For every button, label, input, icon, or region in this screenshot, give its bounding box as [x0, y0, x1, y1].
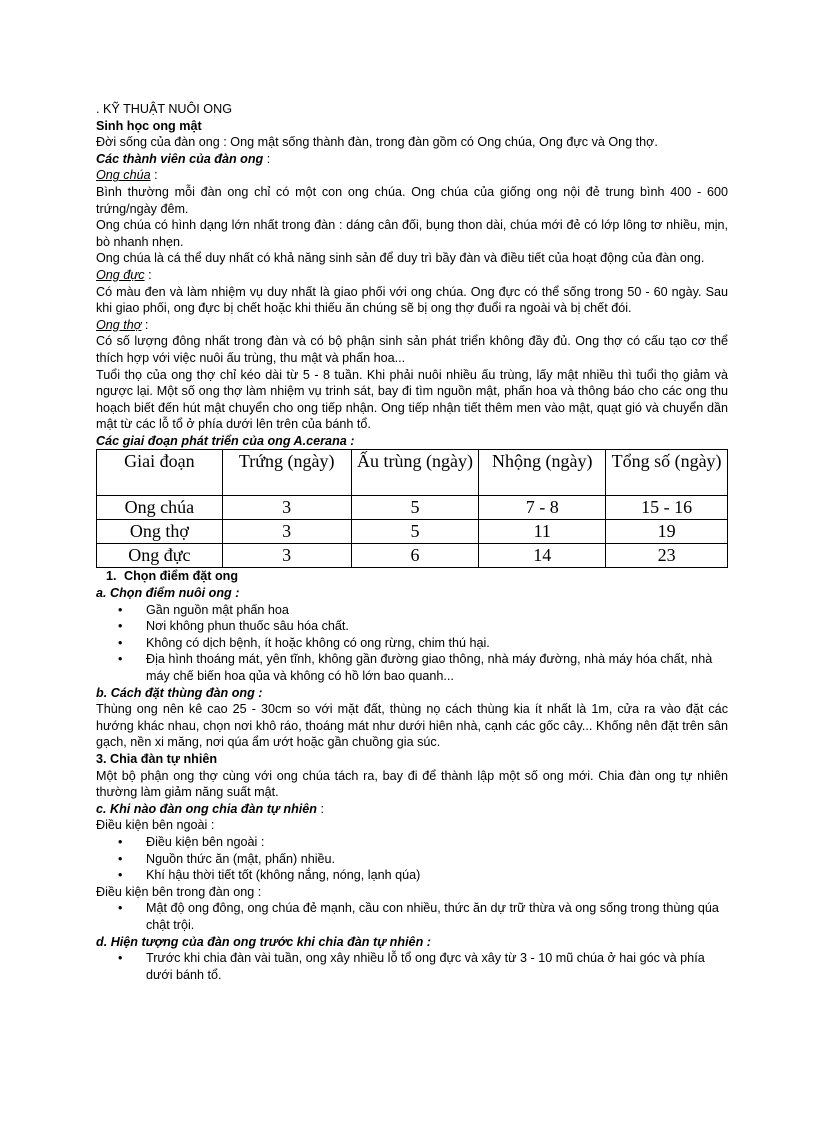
- table-cell: 3: [222, 496, 351, 520]
- a-bullet-list: [96, 602, 728, 685]
- list-item: • Không có dịch bệnh, ít hoặc không có ong rừng, chim thú hại.: [142, 635, 728, 652]
- table-header-cell: Giai đoạn: [97, 450, 223, 496]
- table-cell: 23: [606, 544, 728, 568]
- outside-conditions-label: Điều kiện bên ngoài :: [96, 818, 215, 833]
- members-heading-suffix: :: [263, 151, 271, 166]
- heading-c-text: c. Khi nào đàn ong chia đàn tự nhiên: [96, 801, 317, 816]
- table-header-row: [97, 450, 728, 496]
- drone-heading: [96, 267, 728, 284]
- list-item: • Nơi không phun thuốc sâu hóa chất.: [142, 618, 728, 635]
- worker-heading: [96, 317, 728, 334]
- list-item: • Địa hình thoáng mát, yên tĩnh, không gần đường giao thông, nhà máy đường, nhà máy hóa chất, nhà máy chế biến hoa qủa và không có hồ lớn bao quanh...: [142, 651, 728, 684]
- table-cell: 3: [222, 520, 351, 544]
- inside-conditions-list: [96, 900, 728, 933]
- inside-conditions-label: Điều kiện bên trong đàn ong :: [96, 884, 262, 899]
- drone-suffix: :: [144, 267, 152, 282]
- table-cell: 19: [606, 520, 728, 544]
- heading-a: a. Chọn điểm nuôi ong :: [96, 586, 240, 601]
- table-cell: 14: [479, 544, 606, 568]
- table-cell: 11: [479, 520, 606, 544]
- development-stages-table: [96, 449, 728, 568]
- heading-c: [96, 801, 728, 818]
- colony-paragraph: Đời sống của đàn ong : Ong mật sống thành đàn, trong đàn gồm có Ong chúa, Ong đực và Ong thợ.: [96, 135, 658, 150]
- members-heading: [96, 151, 728, 168]
- table-cell: 5: [351, 520, 479, 544]
- worker-paragraph: Có số lượng đông nhất trong đàn và có bộ phận sinh sản phát triển không đầy đủ. Ong thợ có cấu tạo cơ thể thích hợp với việc nuôi ấu trùng, thu mật và phấn hoa...: [96, 334, 728, 365]
- table-header-cell: Trứng (ngày): [222, 450, 351, 496]
- queen-paragraph: Bình thường mỗi đàn ong chỉ có một con ong chúa. Ong chúa của giống ong nội đẻ trung bình 400 - 600 trứng/ngày đêm.: [96, 184, 728, 216]
- worker-label: Ong thợ: [96, 317, 142, 332]
- table-cell: Ong chúa: [97, 496, 223, 520]
- table-cell: Ong đực: [97, 544, 223, 568]
- section-3-paragraph: Một bộ phận ong thợ cùng với ong chúa tách ra, bay đi để thành lập một số ong mới. Chia đàn ong tự nhiên thường làm giảm năng suất mật.: [96, 768, 728, 800]
- drone-paragraph: Có màu đen và làm nhiệm vụ duy nhất là giao phối với ong chúa. Ong đực có thể sống trong 50 - 60 ngày. Sau khi giao phối, ong đực bị chết hoặc khi thiếu ăn chúng sẽ bị ong thợ đuổi ra ngoài và bị chết đói.: [96, 284, 728, 316]
- table-cell: 3: [222, 544, 351, 568]
- worker-paragraph: Tuổi thọ của ong thợ chỉ kéo dài từ 5 - 8 tuần. Khi phải nuôi nhiều ấu trùng, lấy mật nhiều thì tuổi thọ giảm và ngược lại. Một số ong thợ làm nhiệm vụ trinh sát, bay đi tìm nguồn mật, phấn hoa và thông báo cho các ong thu hoạch biết đến hút mật chuyển cho ong tiếp nhận. Ong tiếp nhận tiết thêm men vào mật, quạt gió và chuyển dần mật từ các lỗ tổ ở phía dưới lên trên của bánh tổ.: [96, 367, 728, 432]
- d-bullet-list: [96, 950, 728, 983]
- section-1-heading: 1. Chọn điểm đặt ong: [120, 568, 728, 585]
- table-cell: 15 - 16: [606, 496, 728, 520]
- heading-biology: Sinh học ong mật: [96, 118, 202, 133]
- table-cell: 6: [351, 544, 479, 568]
- doc-title: . KỸ THUẬT NUÔI ONG: [96, 102, 232, 116]
- list-item: • Gần nguồn mật phấn hoa: [142, 602, 728, 619]
- queen-heading: [96, 167, 728, 184]
- table-header-cell: Ấu trùng (ngày): [351, 450, 479, 496]
- heading-3: 3. Chia đàn tự nhiên: [96, 752, 218, 766]
- queen-paragraph: Ong chúa có hình dạng lớn nhất trong đàn : dáng cân đối, bụng thon dài, chúa mới đẻ có lớp lông tơ nhiều, mịn, bò nhanh nhẹn.: [96, 218, 728, 249]
- list-item: • Khí hậu thời tiết tốt (không nắng, nóng, lạnh qúa): [142, 867, 728, 884]
- worker-suffix: :: [141, 317, 149, 332]
- members-heading-text: Các thành viên của đàn ong: [96, 151, 264, 166]
- list-item: • Trước khi chia đàn vài tuần, ong xây nhiều lỗ tổ ong đực và xây từ 3 - 10 mũ chúa ở hai góc và phía dưới bánh tổ.: [142, 950, 728, 983]
- queen-suffix: :: [150, 168, 158, 183]
- outside-conditions-list: [96, 834, 728, 884]
- table-header-cell: Nhộng (ngày): [479, 450, 606, 496]
- table-row: [97, 496, 728, 520]
- table-cell: 7 - 8: [479, 496, 606, 520]
- heading-b: b. Cách đặt thùng đàn ong :: [96, 685, 263, 700]
- b-paragraph: Thùng ong nên kê cao 25 - 30cm so với mặt đất, thùng nọ cách thùng kia ít nhất là 1m, cửa ra vào đặt các hướng khác nhau, chọn nơi khô ráo, thoáng mát như dưới hiên nhà, cạnh các gốc cây... Khống nên đặt trên sân gạch, nền xi măng, nơi qúa ẩm ướt hoặc gần chuồng gia súc.: [96, 702, 728, 750]
- document-page: [96, 101, 728, 983]
- table-cell: Ong thợ: [97, 520, 223, 544]
- table-cell: 5: [351, 496, 479, 520]
- table-row: [97, 520, 728, 544]
- list-item: • Nguồn thức ăn (mật, phấn) nhiều.: [142, 851, 728, 868]
- list-item: • Mật độ ong đông, ong chúa đẻ mạnh, cầu con nhiều, thức ăn dự trữ thừa và ong sống trong thùng qúa chật trội.: [142, 900, 728, 933]
- table-header-cell: Tổng số (ngày): [606, 450, 728, 496]
- list-item: • Điều kiện bên ngoài :: [142, 834, 728, 851]
- drone-label: Ong đực: [96, 267, 145, 282]
- stages-heading: Các giai đoạn phát triển của ong A.cerana :: [96, 433, 355, 448]
- heading-c-suffix: :: [317, 801, 324, 816]
- table-row: [97, 544, 728, 568]
- heading-d: d. Hiện tượng của đàn ong trước khi chia đàn tự nhiên :: [96, 934, 431, 949]
- queen-label: Ong chúa: [96, 168, 151, 183]
- queen-paragraph: Ong chúa là cá thể duy nhất có khả năng sinh sản để duy trì bầy đàn và điều tiết của hoạt động của đàn ong.: [96, 251, 705, 266]
- section-1-list: [96, 568, 728, 585]
